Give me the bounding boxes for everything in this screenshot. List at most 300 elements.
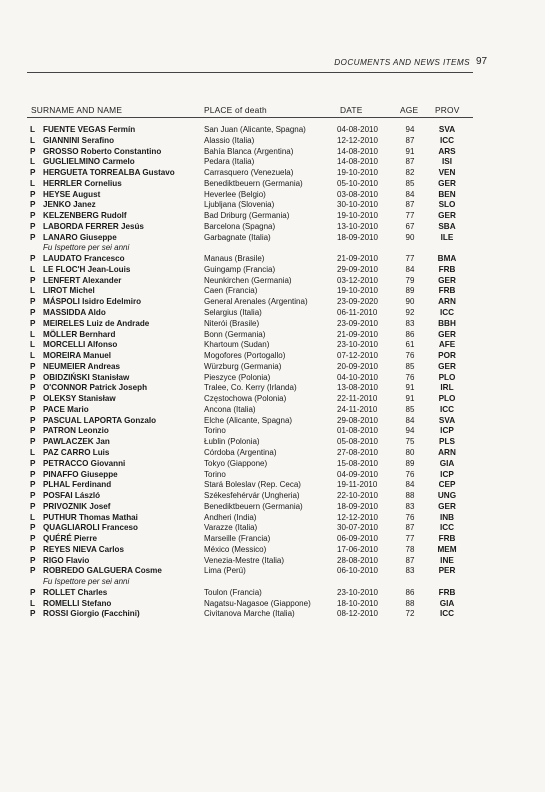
date-of-death: 19-10-2010 <box>337 211 378 221</box>
age: 88 <box>405 598 415 608</box>
table-row <box>0 523 545 534</box>
page-number: 97 <box>476 56 488 67</box>
religious-status: L <box>30 286 36 296</box>
date-of-death: 23-09-2020 <box>337 297 378 307</box>
surname-and-name: ROSSI Giorgio (Facchini) <box>43 609 140 619</box>
table-row <box>0 459 545 470</box>
province-code: ICC <box>439 308 455 318</box>
religious-status: P <box>30 480 36 490</box>
surname-and-name: GIANNINI Serafino <box>43 135 115 145</box>
religious-status: L <box>30 135 36 145</box>
table-row <box>0 394 545 405</box>
surname-and-name: PUTHUR Thomas Mathai <box>43 512 138 522</box>
place-of-death: Neunkirchen (Germania) <box>204 275 292 285</box>
religious-status: P <box>30 501 36 511</box>
age: 61 <box>405 340 415 350</box>
province-code: IRL <box>440 383 454 393</box>
surname-and-name: PASCUAL LAPORTA Gonzalo <box>43 415 157 425</box>
province-code: BEN <box>438 189 456 199</box>
surname-and-name: MASSIDDA Aldo <box>43 308 106 318</box>
province-code: ISI <box>441 157 452 167</box>
age: 77 <box>405 534 415 544</box>
religious-status: P <box>30 275 36 285</box>
date-of-death: 19-10-2010 <box>337 286 378 296</box>
age: 78 <box>405 544 415 554</box>
religious-status: P <box>30 189 36 199</box>
age: 87 <box>405 555 415 565</box>
place-of-death: México (Messico) <box>204 544 267 554</box>
province-code: GER <box>438 275 456 285</box>
province-code: ICC <box>439 135 455 145</box>
religious-status: P <box>30 469 36 479</box>
province-code: ICC <box>439 404 455 414</box>
date-of-death: 05-08-2010 <box>337 437 378 447</box>
age: 83 <box>405 566 415 576</box>
table-row <box>0 265 545 276</box>
age: 86 <box>405 587 415 597</box>
date-of-death: 23-09-2010 <box>337 318 378 328</box>
religious-status: P <box>30 458 36 468</box>
age: 86 <box>405 329 415 339</box>
column-header-place: PLACE of death <box>204 105 267 115</box>
running-header: DOCUMENTS AND NEWS ITEMS <box>334 58 470 67</box>
age: 83 <box>405 318 415 328</box>
age: 67 <box>405 221 415 231</box>
religious-status: P <box>30 534 36 544</box>
place-of-death: Venezia-Mestre (Italia) <box>204 555 285 565</box>
date-of-death: 03-12-2010 <box>337 275 378 285</box>
religious-status: P <box>30 168 36 178</box>
table-row <box>0 200 545 211</box>
age: 87 <box>405 523 415 533</box>
religious-status: P <box>30 394 36 404</box>
date-of-death: 04-08-2010 <box>337 125 378 134</box>
province-code: MEM <box>437 544 457 554</box>
surname-and-name: ROMELLI Stefano <box>43 598 112 608</box>
age: 84 <box>405 415 415 425</box>
age: 80 <box>405 447 415 457</box>
place-of-death: Bahía Blanca (Argentina) <box>204 146 294 156</box>
date-of-death: 22-10-2010 <box>337 491 378 501</box>
table-row <box>0 286 545 297</box>
province-code: GER <box>438 501 456 511</box>
table-row <box>0 556 545 567</box>
date-of-death: 22-11-2010 <box>337 394 378 404</box>
age: 79 <box>405 275 415 285</box>
table-row <box>0 319 545 330</box>
table-row <box>0 276 545 287</box>
place-of-death: Varazze (Italia) <box>204 523 258 533</box>
date-of-death: 14-08-2010 <box>337 146 378 156</box>
date-of-death: 04-10-2010 <box>337 372 378 382</box>
surname-and-name: OBIDZIŃSKI Stanisław <box>43 372 130 382</box>
province-code: ARN <box>438 447 456 457</box>
date-of-death: 19-10-2010 <box>337 168 378 178</box>
table-row <box>0 470 545 481</box>
table-row <box>0 599 545 610</box>
date-of-death: 07-12-2010 <box>337 351 378 361</box>
surname-and-name: PATRON Leonzio <box>43 426 109 436</box>
surname-and-name: ROBREDO GALGUERA Cosme <box>43 566 162 576</box>
date-of-death: 05-10-2010 <box>337 178 378 188</box>
surname-and-name: MOREIRA Manuel <box>43 351 112 361</box>
age: 90 <box>405 232 415 242</box>
surname-and-name: JENKO Janez <box>43 200 96 210</box>
age: 87 <box>405 157 415 167</box>
religious-status: L <box>30 125 36 134</box>
row-note-text: Fu Ispettore per sei anni <box>43 577 130 587</box>
surname-and-name: POSFAI László <box>43 491 101 501</box>
place-of-death: Ljubljana (Slovenia) <box>204 200 275 210</box>
place-of-death: Torino <box>204 469 226 479</box>
table-row <box>0 222 545 233</box>
column-header-date: DATE <box>340 105 363 115</box>
province-code: GER <box>438 211 456 221</box>
surname-and-name: KELZENBERG Rudolf <box>43 211 127 221</box>
province-code: ICP <box>440 469 454 479</box>
surname-and-name: PINAFFO Giuseppe <box>43 469 118 479</box>
date-of-death: 13-08-2010 <box>337 383 378 393</box>
date-of-death: 29-08-2010 <box>337 415 378 425</box>
surname-and-name: NEUMEIER Andreas <box>43 361 121 371</box>
table-row <box>0 373 545 384</box>
obituary-table <box>0 125 545 620</box>
table-row <box>0 179 545 190</box>
province-code: SLO <box>438 200 456 210</box>
place-of-death: Tokyo (Giappone) <box>204 458 268 468</box>
age: 94 <box>405 125 415 134</box>
table-row <box>0 157 545 168</box>
date-of-death: 18-09-2010 <box>337 501 378 511</box>
surname-and-name: PRIVOZNIK Josef <box>43 501 111 511</box>
religious-status: L <box>30 512 36 522</box>
place-of-death: Pieszyce (Polonia) <box>204 372 271 382</box>
age: 85 <box>405 404 415 414</box>
religious-status: P <box>30 361 36 371</box>
table-row <box>0 480 545 491</box>
age: 77 <box>405 211 415 221</box>
age: 87 <box>405 200 415 210</box>
place-of-death: Würzburg (Germania) <box>204 361 282 371</box>
surname-and-name: HERGUETA TORREALBA Gustavo <box>43 168 175 178</box>
place-of-death: Toulon (Francia) <box>204 587 262 597</box>
province-code: AFE <box>438 340 456 350</box>
date-of-death: 28-08-2010 <box>337 555 378 565</box>
table-row <box>0 147 545 158</box>
religious-status: P <box>30 146 36 156</box>
surname-and-name: RIGO Flavio <box>43 555 90 565</box>
province-code: ILE <box>440 232 454 242</box>
place-of-death: Benediktbeuern (Germania) <box>204 178 303 188</box>
religious-status: L <box>30 264 36 274</box>
province-code: FRB <box>438 534 456 544</box>
religious-status: P <box>30 587 36 597</box>
surname-and-name: MEIRELES Luiz de Andrade <box>43 318 150 328</box>
surname-and-name: LANARO Giuseppe <box>43 232 117 242</box>
age: 87 <box>405 135 415 145</box>
date-of-death: 15-08-2010 <box>337 458 378 468</box>
table-row <box>0 426 545 437</box>
age: 76 <box>405 372 415 382</box>
age: 72 <box>405 609 415 619</box>
religious-status: P <box>30 254 36 264</box>
place-of-death: Mogofores (Portogallo) <box>204 351 286 361</box>
religious-status: L <box>30 157 36 167</box>
surname-and-name: PAWLACZEK Jan <box>43 437 110 447</box>
surname-and-name: PETRACCO Giovanni <box>43 458 126 468</box>
province-code: BBH <box>438 318 456 328</box>
date-of-death: 12-12-2010 <box>337 135 378 145</box>
surname-and-name: QUAGLIAROLI Franceso <box>43 523 138 533</box>
province-code: INE <box>440 555 454 565</box>
date-of-death: 29-09-2010 <box>337 264 378 274</box>
table-row <box>0 190 545 201</box>
date-of-death: 19-11-2010 <box>337 480 378 490</box>
surname-and-name: PACE Mario <box>43 404 89 414</box>
age: 84 <box>405 480 415 490</box>
surname-and-name: LE FLOC'H Jean-Louis <box>43 264 131 274</box>
age: 84 <box>405 264 415 274</box>
province-code: SVA <box>438 125 456 134</box>
religious-status: L <box>30 340 36 350</box>
place-of-death: Heverlee (Belgio) <box>204 189 266 199</box>
header-rule <box>27 72 473 73</box>
place-of-death: Andheri (India) <box>204 512 257 522</box>
date-of-death: 17-06-2010 <box>337 544 378 554</box>
surname-and-name: HEYSE August <box>43 189 101 199</box>
place-of-death: Pedara (Italia) <box>204 157 255 167</box>
column-header-age: AGE <box>400 105 419 115</box>
surname-and-name: LIROT Michel <box>43 286 95 296</box>
province-code: FRB <box>438 587 456 597</box>
religious-status: P <box>30 555 36 565</box>
date-of-death: 24-11-2010 <box>337 404 378 414</box>
religious-status: P <box>30 297 36 307</box>
age: 76 <box>405 469 415 479</box>
surname-and-name: MÖLLER Bernhard <box>43 329 116 339</box>
province-code: PLO <box>438 394 456 404</box>
table-row <box>0 125 545 136</box>
age: 90 <box>405 297 415 307</box>
age: 89 <box>405 286 415 296</box>
age: 91 <box>405 383 415 393</box>
place-of-death: General Arenales (Argentina) <box>204 297 308 307</box>
place-of-death: Bonn (Germania) <box>204 329 266 339</box>
province-code: CEP <box>438 480 456 490</box>
surname-and-name: PLHAL Ferdinand <box>43 480 112 490</box>
table-row <box>0 340 545 351</box>
province-code: ARN <box>438 297 456 307</box>
age: 91 <box>405 146 415 156</box>
province-code: SBA <box>438 221 456 231</box>
table-row <box>0 437 545 448</box>
place-of-death: Bad Driburg (Germania) <box>204 211 290 221</box>
province-code: PLS <box>439 437 455 447</box>
date-of-death: 06-11-2010 <box>337 308 378 318</box>
surname-and-name: LAUDATO Francesco <box>43 254 125 264</box>
province-code: VEN <box>438 168 456 178</box>
row-note <box>0 577 545 588</box>
table-row <box>0 545 545 556</box>
place-of-death: Tralee, Co. Kerry (Irlanda) <box>204 383 297 393</box>
religious-status: L <box>30 447 36 457</box>
province-code: POR <box>438 351 456 361</box>
province-code: ICC <box>439 523 455 533</box>
table-row <box>0 416 545 427</box>
religious-status: P <box>30 609 36 619</box>
age: 76 <box>405 512 415 522</box>
age: 82 <box>405 168 415 178</box>
age: 92 <box>405 308 415 318</box>
place-of-death: Selargius (Italia) <box>204 308 262 318</box>
religious-status: P <box>30 308 36 318</box>
province-code: GER <box>438 178 456 188</box>
surname-and-name: MÁSPOLI Isidro Edelmiro <box>43 297 142 307</box>
row-note-text: Fu Ispettore per sei anni <box>43 243 130 253</box>
column-header-prov: PROV <box>435 105 460 115</box>
age: 84 <box>405 189 415 199</box>
place-of-death: San Juan (Alicante, Spagna) <box>204 125 306 134</box>
table-row <box>0 233 545 244</box>
date-of-death: 27-08-2010 <box>337 447 378 457</box>
place-of-death: Civitanova Marche (Italia) <box>204 609 295 619</box>
religious-status: P <box>30 404 36 414</box>
date-of-death: 08-12-2010 <box>337 609 378 619</box>
age: 89 <box>405 458 415 468</box>
age: 76 <box>405 351 415 361</box>
place-of-death: Torino <box>204 426 226 436</box>
date-of-death: 18-09-2010 <box>337 232 378 242</box>
place-of-death: Nagatsu-Nagasoe (Giappone) <box>204 598 311 608</box>
place-of-death: Manaus (Brasile) <box>204 254 265 264</box>
surname-and-name: REYES NIEVA Carlos <box>43 544 124 554</box>
place-of-death: Łublin (Polonia) <box>204 437 260 447</box>
table-row <box>0 405 545 416</box>
surname-and-name: GUGLIELMINO Carmelo <box>43 157 135 167</box>
date-of-death: 12-12-2010 <box>337 512 378 522</box>
place-of-death: Carrasquero (Venezuela) <box>204 168 294 178</box>
religious-status: P <box>30 221 36 231</box>
date-of-death: 30-07-2010 <box>337 523 378 533</box>
table-row <box>0 211 545 222</box>
religious-status: P <box>30 372 36 382</box>
place-of-death: Córdoba (Argentina) <box>204 447 277 457</box>
table-header-rule <box>27 117 473 118</box>
province-code: FRB <box>438 264 456 274</box>
province-code: GIA <box>439 598 455 608</box>
table-row <box>0 362 545 373</box>
date-of-death: 13-10-2010 <box>337 221 378 231</box>
date-of-death: 18-10-2010 <box>337 598 378 608</box>
place-of-death: Guingamp (Francia) <box>204 264 276 274</box>
table-row <box>0 491 545 502</box>
surname-and-name: QUÉRÉ Pierre <box>43 534 97 544</box>
table-row <box>0 136 545 147</box>
age: 85 <box>405 361 415 371</box>
religious-status: P <box>30 544 36 554</box>
religious-status: P <box>30 566 36 576</box>
religious-status: P <box>30 523 36 533</box>
surname-and-name: FUENTE VEGAS Fermín <box>43 125 136 134</box>
date-of-death: 30-10-2010 <box>337 200 378 210</box>
table-row <box>0 351 545 362</box>
date-of-death: 23-10-2010 <box>337 587 378 597</box>
table-row <box>0 513 545 524</box>
place-of-death: Częstochowa (Polonia) <box>204 394 287 404</box>
age: 85 <box>405 178 415 188</box>
surname-and-name: LABORDA FERRER Jesús <box>43 221 144 231</box>
province-code: ICP <box>440 426 454 436</box>
date-of-death: 21-09-2010 <box>337 329 378 339</box>
surname-and-name: PAZ CARRO Luis <box>43 447 110 457</box>
religious-status: P <box>30 383 36 393</box>
place-of-death: Alassio (Italia) <box>204 135 255 145</box>
religious-status: L <box>30 598 36 608</box>
date-of-death: 21-09-2010 <box>337 254 378 264</box>
province-code: GER <box>438 361 456 371</box>
religious-status: L <box>30 329 36 339</box>
table-row <box>0 330 545 341</box>
religious-status: P <box>30 491 36 501</box>
table-row <box>0 168 545 179</box>
province-code: PLO <box>438 372 456 382</box>
table-row <box>0 588 545 599</box>
province-code: PER <box>438 566 456 576</box>
place-of-death: Niterói (Brasile) <box>204 318 260 328</box>
province-code: SVA <box>438 415 456 425</box>
religious-status: P <box>30 437 36 447</box>
surname-and-name: GROSSO Roberto Constantino <box>43 146 162 156</box>
table-row <box>0 566 545 577</box>
table-row <box>0 254 545 265</box>
religious-status: P <box>30 232 36 242</box>
place-of-death: Marseille (Francia) <box>204 534 271 544</box>
table-row <box>0 502 545 513</box>
province-code: BMA <box>437 254 457 264</box>
surname-and-name: LENFERT Alexander <box>43 275 122 285</box>
table-row <box>0 534 545 545</box>
religious-status: L <box>30 178 36 188</box>
date-of-death: 01-08-2010 <box>337 426 378 436</box>
province-code: INB <box>439 512 455 522</box>
age: 91 <box>405 394 415 404</box>
age: 94 <box>405 426 415 436</box>
surname-and-name: HERRLER Cornelius <box>43 178 122 188</box>
place-of-death: Garbagnate (Italia) <box>204 232 271 242</box>
province-code: FRB <box>438 286 456 296</box>
table-row <box>0 448 545 459</box>
province-code: ARS <box>438 146 456 156</box>
age: 83 <box>405 501 415 511</box>
place-of-death: Caen (Francia) <box>204 286 258 296</box>
religious-status: L <box>30 351 36 361</box>
date-of-death: 04-09-2010 <box>337 469 378 479</box>
age: 88 <box>405 491 415 501</box>
age: 77 <box>405 254 415 264</box>
place-of-death: Székesfehérvár (Ungheria) <box>204 491 300 501</box>
place-of-death: Benediktbeuern (Germania) <box>204 501 303 511</box>
row-note <box>0 243 545 254</box>
place-of-death: Elche (Alicante, Spagna) <box>204 415 293 425</box>
table-row <box>0 297 545 308</box>
surname-and-name: OLEKSY Stanisław <box>43 394 116 404</box>
place-of-death: Lima (Perú) <box>204 566 246 576</box>
table-row <box>0 383 545 394</box>
place-of-death: Barcelona (Spagna) <box>204 221 276 231</box>
place-of-death: Ancona (Italia) <box>204 404 256 414</box>
age: 75 <box>405 437 415 447</box>
religious-status: P <box>30 318 36 328</box>
